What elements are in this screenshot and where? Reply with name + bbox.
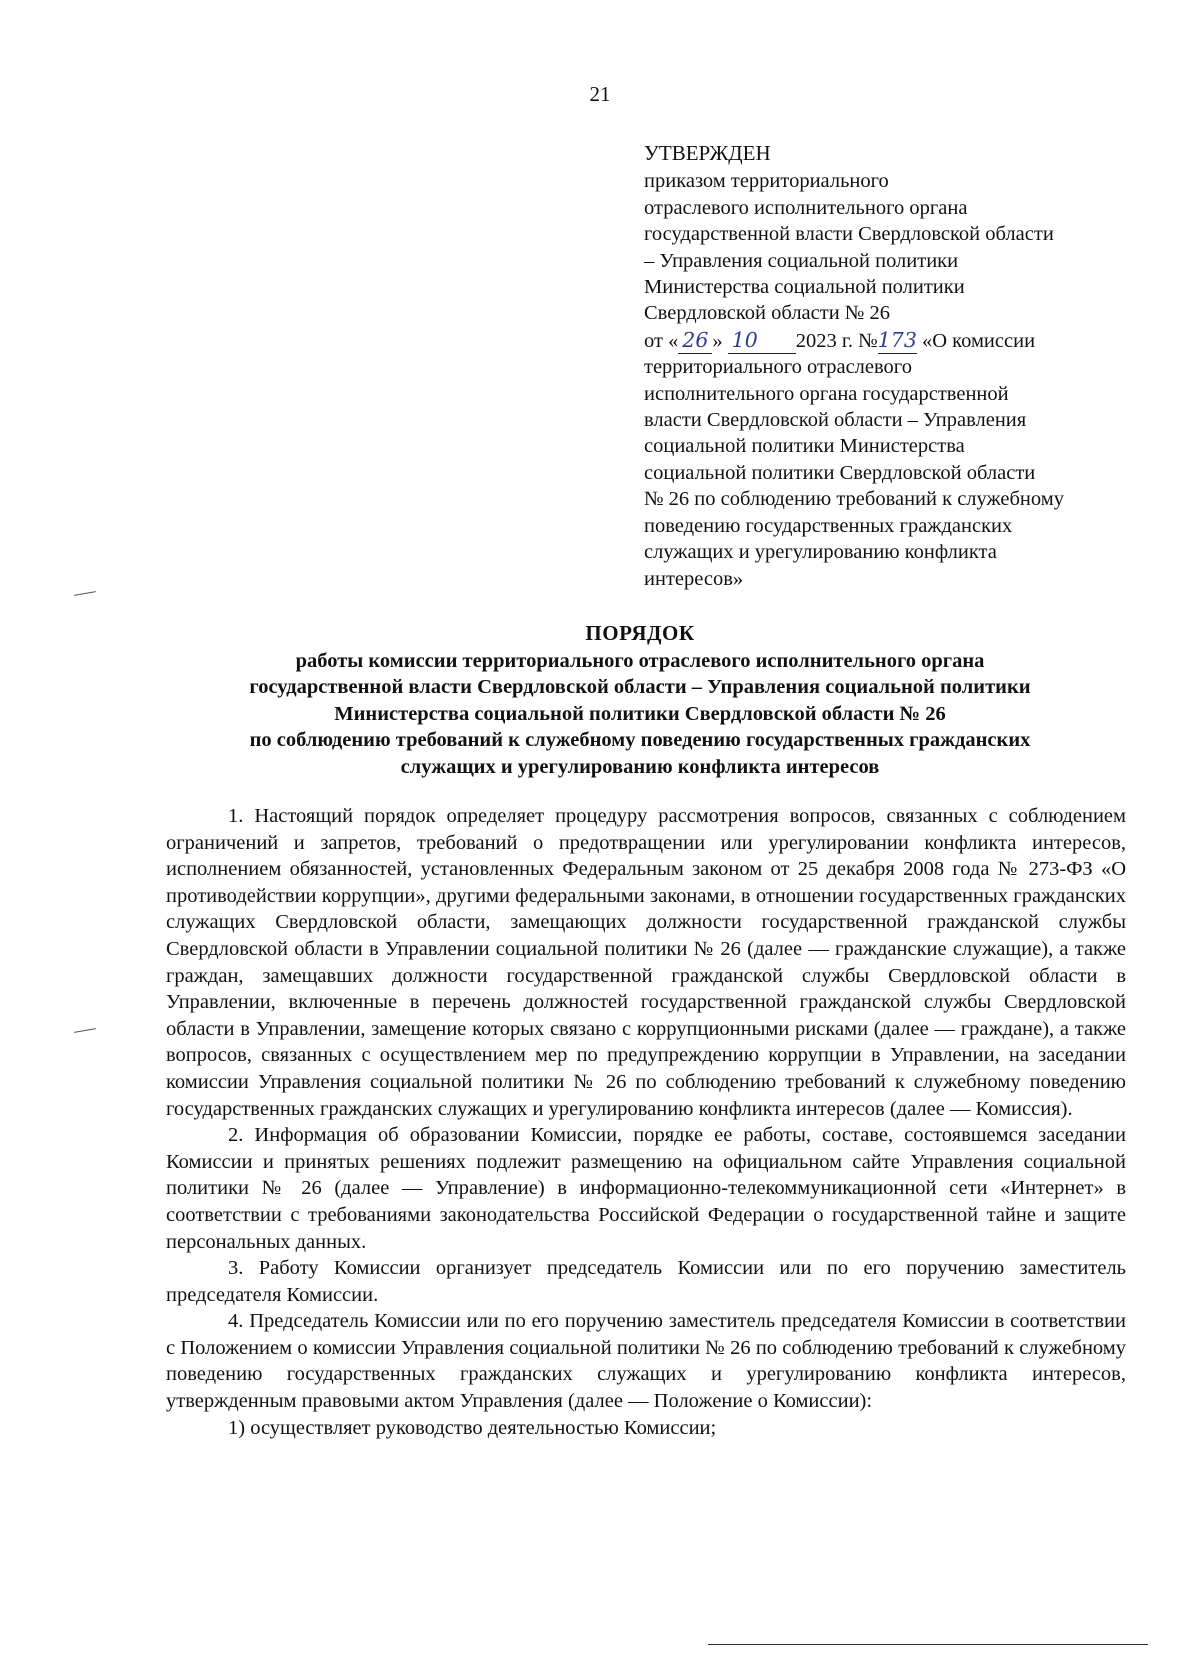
date-mid: » [712,329,728,352]
paragraph-4-item-1: 1) осуществляет руководство деятельностью Комиссии; [228,1416,717,1439]
approval-line: Министерства социальной политики [644,276,965,299]
scan-mark [74,591,96,596]
title-line: по соблюдению требований к служебному поведению государственных гражданских [249,729,1031,752]
paragraph-2: 2. Информация об образовании Комиссии, порядке ее работы, составе, состоявшемся заседании Комиссии и принятых решениях подлежит размещению на официальном сайте Управления социальной политики № 26 (далее — Управление) в информационно-телекоммуникационной сети «Интернет» в соответствии с требованиями законодательства Российской Федерации о государственной тайне и защите персональных данных. [166,1124,1126,1253]
approval-line: – Управления социальной политики [644,249,959,272]
approval-line: № 26 по соблюдению требований к служебному [644,488,1064,511]
document-title [140,618,1140,780]
title-main: ПОРЯДОК [585,621,695,645]
approval-date-line [644,327,1164,354]
handwritten-month: 10 [728,327,796,354]
date-year: 2023 г. № [795,329,878,352]
approval-line: социальной политики Министерства [644,435,965,458]
paragraph-4: 4. Председатель Комиссии или по его поручению заместитель председателя Комиссии в соответствии с Положением о комиссии Управления социальной политики № 26 по соблюдению требований к служебному поведению государственных гражданских служащих и урегулированию конфликта интересов, утвержденным правовыми актом Управления (далее — Положение о Комиссии): [166,1310,1126,1413]
paragraph-3: 3. Работу Комиссии организует председатель Комиссии или по его поручению заместитель председателя Комиссии. [166,1257,1126,1306]
approval-line: поведению государственных гражданских [644,514,1013,537]
title-line: служащих и урегулированию конфликта интересов [400,755,880,778]
approval-line: территориального отраслевого [644,356,912,379]
approval-line: приказом территориального [644,170,889,193]
approval-line: исполнительного органа государственной [644,382,1009,405]
approval-line: отраслевого исполнительного органа [644,196,968,219]
handwritten-day: 26 [678,327,712,354]
scan-mark [74,1028,96,1033]
handwritten-order-number: 173 [878,327,917,354]
paragraph-1: 1. Настоящий порядок определяет процедуру рассмотрения вопросов, связанных с соблюдением ограничений и запретов, требований о предотвращении или урегулировании конфликта интересов, исполнением обязанностей, установленных Федеральным законом от 25 декабря 2008 года № 273-ФЗ «О противодействии коррупции», другими федеральными законами, в отношении государственных гражданских служащих Свердловской области, замещающих должности государственной гражданской службы Свердловской области в Управлении социальной политики № 26 (далее — гражданские служащие), а также граждан, замещавших должности государственной гражданской службы Свердловской области в Управлении, включенные в перечень должностей государственной гражданской службы Свердловской области в Управлении, замещение которых связано с коррупционными рисками (далее — граждане), а также вопросов, связанных с осуществлением мер по предупреждению коррупции в Управлении, на заседании комиссии Управления социальной политики № 26 по соблюдению требований к служебному поведению государственных гражданских служащих и урегулированию конфликта интересов (далее — Комиссия). [166,805,1126,1120]
date-prefix: от « [644,329,679,352]
title-line: работы комиссии территориального отраслевого исполнительного органа [295,650,985,672]
bottom-rule [708,1644,1148,1645]
approval-line: Свердловской области № 26 [644,302,890,325]
approval-title: УТВЕРЖДЕН [644,141,771,165]
title-line: Министерства социальной политики Свердловской области № 26 [334,702,946,725]
approval-line: интересов» [644,567,744,590]
approval-line: власти Свердловской области – Управления [644,409,1027,432]
document-body [166,803,1126,1441]
approval-block [644,140,1164,592]
approval-line: социальной политики Свердловской области [644,461,1036,484]
approval-line: служащих и урегулированию конфликта [644,541,997,564]
date-suffix: «О комиссии [916,329,1036,352]
page-number: 21 [589,82,611,106]
title-line: государственной власти Свердловской области – Управления социальной политики [249,676,1031,699]
approval-line: государственной власти Свердловской области [644,223,1054,246]
